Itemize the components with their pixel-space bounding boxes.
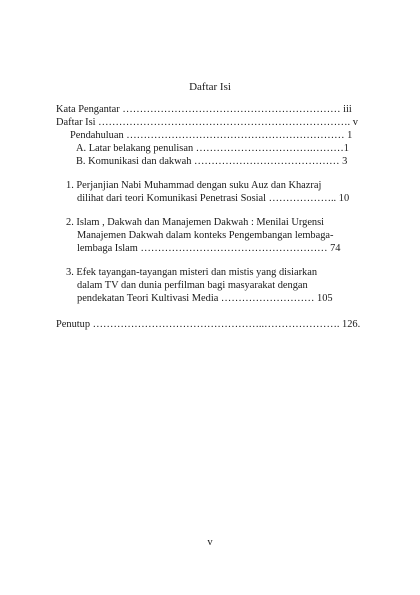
toc-entry-chapter-2-line-1: 2. Islam , Dakwah dan Manajemen Dakwah : Menilai Urgensi: [66, 217, 325, 228]
toc-entry-daftar-isi: Daftar Isi ………………………………………………………………. v: [56, 117, 358, 128]
toc-entry-latar-belakang: A. Latar belakang penulisan …………………………….………1: [76, 143, 349, 154]
toc-entry-chapter-1-line-2: dilihat dari teori Komunikasi Penetrasi Sosial ……………….. 10: [77, 193, 350, 204]
toc-entry-chapter-1-line-1: 1. Perjanjian Nabi Muhammad dengan suku Auz dan Khazraj: [66, 180, 322, 191]
toc-entry-penutup: Penutup …………………………………………..…………………. 126.: [56, 319, 361, 330]
toc-entry-pendahuluan: Pendahuluan ……………………………………………………… 1: [70, 130, 353, 141]
toc-entry-chapter-3-line-1: 3. Efek tayangan-tayangan misteri dan mistis yang disiarkan: [66, 267, 318, 278]
toc-entry-chapter-2-line-3: lembaga Islam ……………………………………………… 74: [77, 243, 341, 254]
toc-entry-chapter-3-line-2: dalam TV dan dunia perfilman bagi masyarakat dengan: [77, 280, 308, 291]
page-number: v: [207, 537, 213, 548]
toc-entry-kata-pengantar: Kata Pengantar ……………………………………………………… iii: [56, 104, 352, 115]
toc-entry-chapter-3-line-3: pendekatan Teori Kultivasi Media ……………………… 105: [77, 293, 333, 304]
toc-entry-komunikasi-dakwah: B. Komunikasi dan dakwah …………………………………… 3: [76, 156, 348, 167]
toc-entry-chapter-2-line-2: Manajemen Dakwah dalam konteks Pengembangan lembaga-: [77, 230, 334, 241]
toc-title: Daftar Isi: [189, 81, 231, 93]
